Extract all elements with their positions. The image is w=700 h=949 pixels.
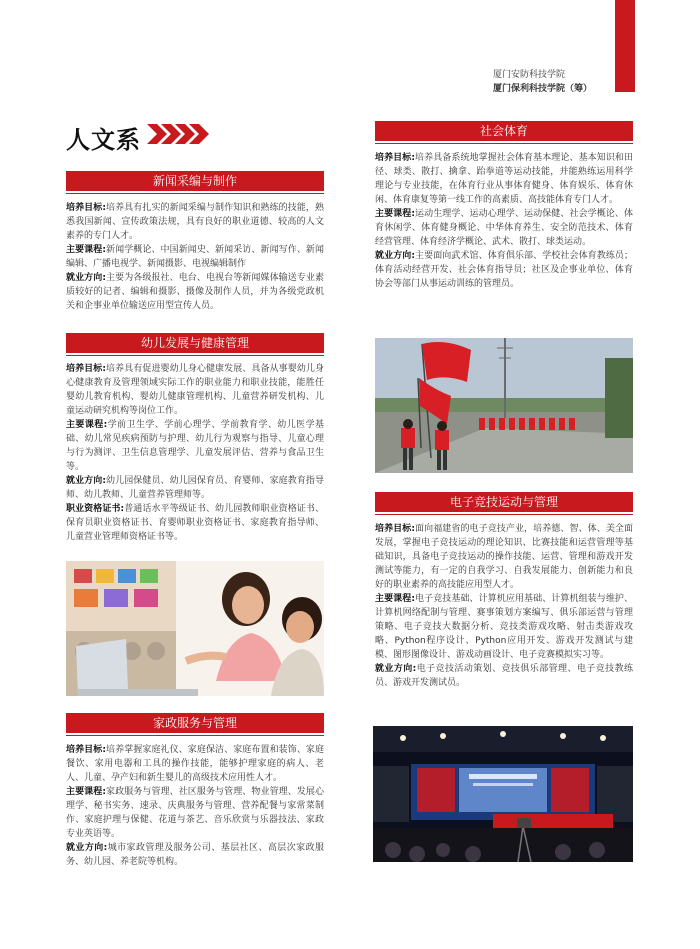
sports-goal (375, 151, 633, 207)
esports-courses (375, 592, 633, 662)
news-courses-label: 主要课程: (66, 245, 106, 255)
child-career (66, 474, 324, 502)
school-name-block (493, 68, 592, 96)
news-goal-text: 培养具有扎实的新闻采编与制作知识和熟练的技能，熟悉我国新闻、宣传政策法规，具有良好的职业道德、较高的人文素养的专门人才。 (66, 203, 324, 241)
section-child (66, 333, 324, 544)
sports-goal-text: 培养具备系统地掌握社会体育基本理论、基本知识和田径、球类、散打、擒拿、跆拳道等运动技能，并能熟练运用科学理论与专业技能，在体育行业从事体育健身、体育娱乐、体育休闲、体育康复等第一线工作的高素质、高技能体育专门人才。 (375, 153, 633, 205)
sports-goal-label: 培养目标: (375, 153, 415, 163)
section-sports (375, 121, 633, 291)
child-career-text: 幼儿园保健员、幼儿园保育员、育婴师、家庭教育指导师、幼儿教师、儿童营养管理师等。 (66, 476, 324, 500)
child-courses-label: 主要课程: (66, 420, 108, 430)
sports-courses-label: 主要课程: (375, 209, 415, 219)
photo-esports-stage (373, 726, 633, 862)
news-career-label: 就业方向: (66, 273, 106, 283)
news-courses (66, 243, 324, 271)
esports-career-label: 就业方向: (375, 664, 417, 674)
section-esports (375, 492, 633, 690)
home-career (66, 841, 324, 869)
section-esports-title: 电子竞技运动与管理 (375, 492, 633, 512)
news-courses-text: 新闻学概论、中国新闻史、新闻采访、新闻写作、新闻编辑、广播电视学、新闻摄影、电视编辑制作 (66, 245, 324, 269)
corner-accent-bar (615, 0, 635, 92)
sports-courses-text: 运动生理学、运动心理学、运动保健、社会学概论、体育休闲学、体育健身概论、中华体育养生、安全防范技术、体育经营管理、体育经济学概论、武术、散打、球类运动。 (375, 209, 633, 247)
sports-career-label: 就业方向: (375, 251, 415, 261)
home-courses (66, 785, 324, 841)
home-goal (66, 743, 324, 785)
esports-goal-text: 面向福建省的电子竞技产业，培养德、智、体、美全面发展，掌握电子竞技运动的理论知识、比赛技能和运营管理等基础知识，具备电子竞技运动的操作技能、运营、管理和游戏开发测试等能力，有一定的自我学习、自我发展能力、创新能力和良好的职业素养的高技能应用型人才。 (375, 524, 633, 590)
home-career-text: 城市家政管理及服务公司、基层社区、高层次家政服务、幼儿园、养老院等机构。 (66, 843, 324, 867)
news-goal-label: 培养目标: (66, 203, 106, 213)
esports-courses-text: 电子竞技基础、计算机应用基础、计算机组装与维护、计算机网络配制与管理、赛事策划方案编写、俱乐部运营与管理策略、电子竞技大数据分析、竞技类游戏攻略、射击类游戏攻略、Python程序设计、Python应用开发、游戏开发测试与建模、图形图像设计、游戏动画设计、电子竞赛模拟实习等。 (375, 594, 633, 660)
news-career (66, 271, 324, 313)
home-goal-text: 培养掌握家庭礼仪、家庭保洁、家庭布置和装饰、家庭餐饮、家用电器和工具的操作技能，能够护理家庭的病人、老人、儿童、孕产妇和新生婴儿的高级技术应用性人才。 (66, 745, 324, 783)
section-home (66, 713, 324, 869)
section-sports-title: 社会体育 (375, 121, 633, 141)
section-news-title: 新闻采编与制作 (66, 171, 324, 191)
news-goal (66, 201, 324, 243)
child-goal-label: 培养目标: (66, 364, 106, 374)
child-certs-label: 职业资格证书: (66, 504, 125, 514)
home-courses-label: 主要课程: (66, 787, 106, 797)
home-career-label: 就业方向: (66, 843, 108, 853)
esports-career-text: 电子竞技活动策划、竞技俱乐部管理、电子竞技教练员、游戏开发测试员。 (375, 664, 633, 688)
chevron-arrows-icon (147, 124, 209, 144)
home-goal-label: 培养目标: (66, 745, 106, 755)
child-certs (66, 502, 324, 544)
esports-courses-label: 主要课程: (375, 594, 415, 604)
school-name-line1: 厦门安防科技学院 (492, 70, 565, 80)
child-courses (66, 418, 324, 474)
esports-goal (375, 522, 633, 592)
photo-flag-parade (375, 338, 633, 473)
photo-children-laptop (66, 561, 324, 696)
home-courses-text: 家政服务与管理、社区服务与管理、物业管理、发展心理学、秘书实务、速录、庆典服务与管理、营养配餐与家常菜制作、家庭护理与保健、花道与茶艺、音乐欣赏与乐器技法、家政专业英语等。 (66, 787, 324, 839)
news-career-text: 主要为各级报社、电台、电视台等新闻媒体输送专业素质较好的记者、编辑和摄影、摄像及制作人员，并为各级党政机关和企事业单位输送应用型宣传人员。 (66, 273, 324, 311)
child-goal (66, 362, 324, 418)
sports-career-text: 主要面向武术馆、体育俱乐部、学校社会体育教练员；体育活动经营开发、社会体育指导员；社区及企事业单位、体育协会等部门从事运动训练的管理员。 (375, 251, 633, 289)
esports-career (375, 662, 633, 690)
section-home-title: 家政服务与管理 (66, 713, 324, 733)
esports-goal-label: 培养目标: (375, 524, 415, 534)
page-title: 人文系 (66, 126, 141, 154)
section-child-title: 幼儿发展与健康管理 (66, 333, 324, 353)
child-goal-text: 培养具有促进婴幼儿身心健康发展、具备从事婴幼儿身心健康教育及管理领域实际工作的职业能力和职业技能，能胜任婴幼儿教育机构、婴幼儿健康管理机构、儿童营养研发机构、儿童运动研究机构等岗位工作。 (66, 364, 324, 416)
child-career-label: 就业方向: (66, 476, 106, 486)
sports-career (375, 249, 633, 291)
sports-courses (375, 207, 633, 249)
child-courses-text: 学前卫生学、学前心理学、学前教育学、幼儿医学基础、幼儿常见疾病预防与护理、幼儿行为观察与指导、儿童心理与行为测评、卫生信息管理学、儿童发展评估、营养与食品卫生等。 (66, 420, 324, 472)
section-news (66, 171, 324, 313)
school-name-line2: 厦门保利科技学院（筹） (492, 84, 592, 94)
child-certs-text: 普通话水平等级证书、幼儿园教师职业资格证书、保育员职业资格证书、育婴师职业资格证书、家庭教育指导师、儿童营业管理师资格证书等。 (66, 504, 324, 542)
